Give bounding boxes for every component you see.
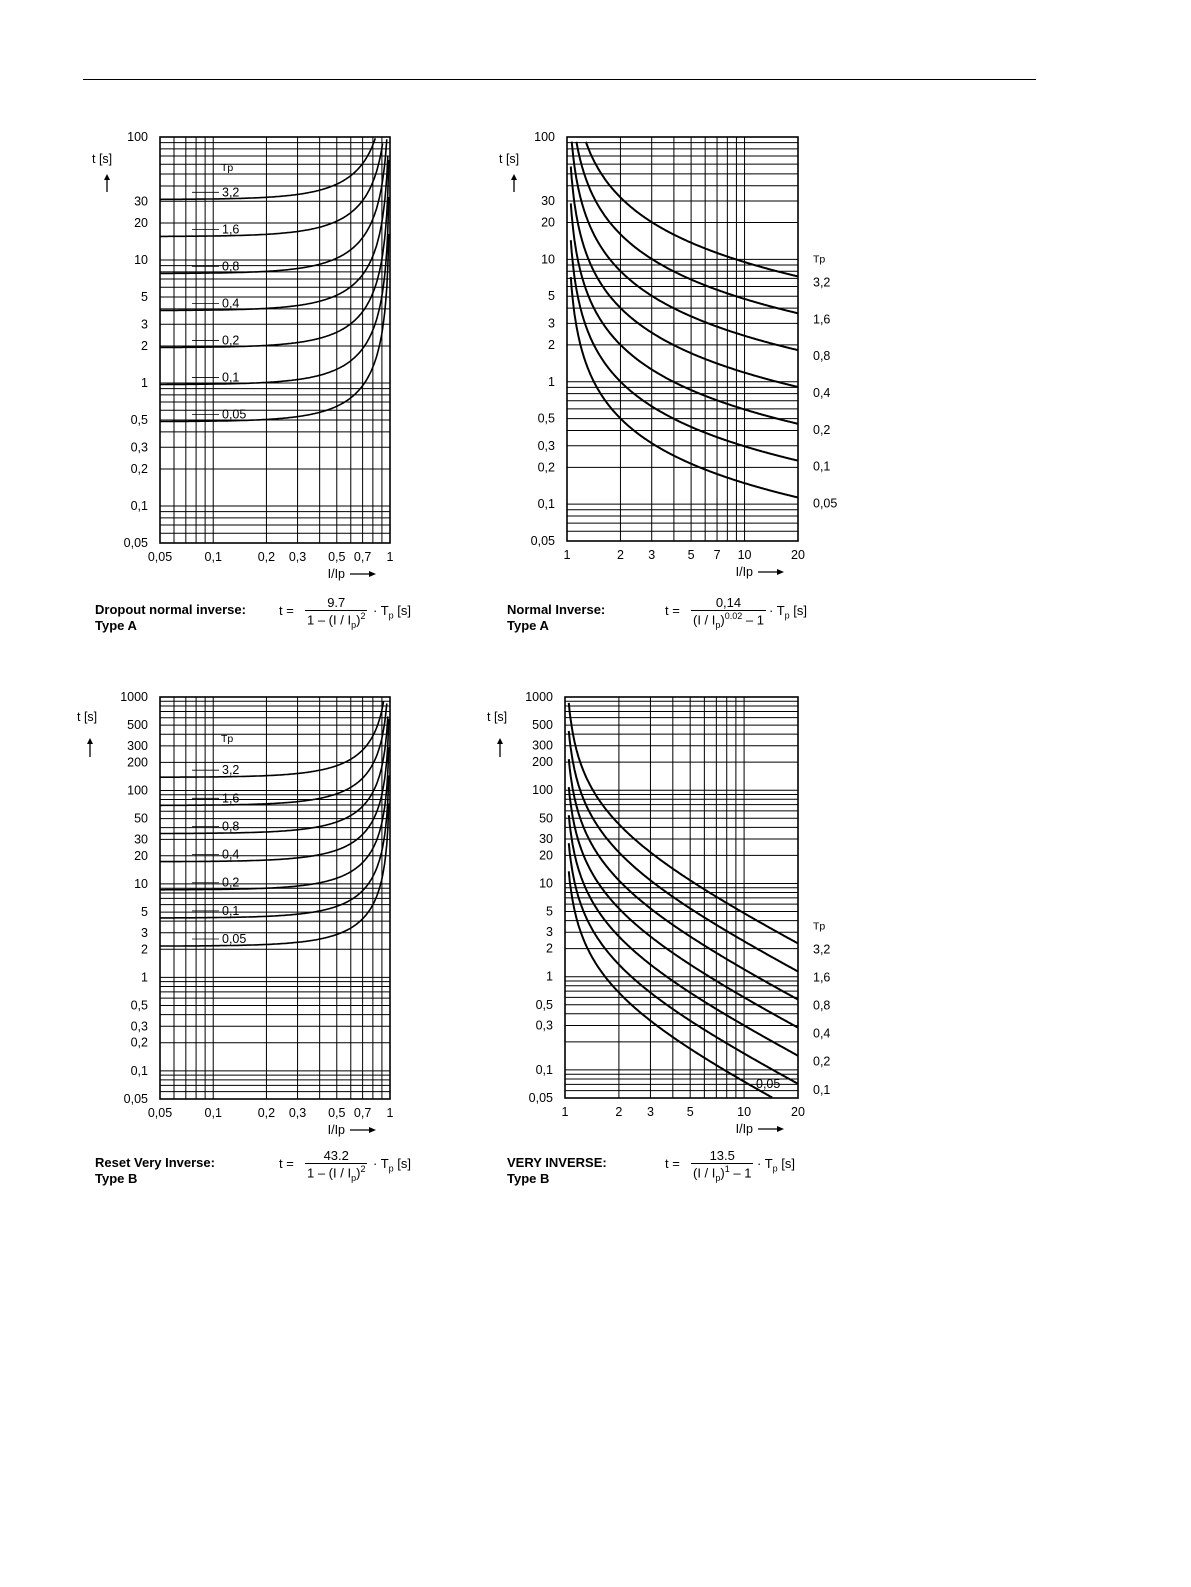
- y-axis-label: t [s]: [77, 710, 98, 724]
- grid: [565, 697, 798, 1098]
- tp-label: 3,2: [813, 942, 831, 957]
- y-tick-label: 0,3: [535, 1018, 553, 1033]
- x-tick-label: 1: [386, 550, 394, 564]
- plot-frame: [160, 137, 390, 543]
- y-tick-label: 0,05: [528, 1091, 553, 1105]
- tp-label: 0,1: [222, 370, 240, 385]
- y-tick-label: 0,1: [537, 497, 555, 512]
- caption-reset-very-inverse: [95, 1155, 215, 1187]
- y-tick-label: 0,2: [130, 1035, 148, 1050]
- tp-label: 0,4: [222, 296, 240, 311]
- x-tick-label: 1: [386, 1106, 394, 1120]
- y-tick-label: 2: [141, 942, 148, 957]
- x-tick-label: 0,5: [328, 550, 346, 564]
- y-tick-label: 0,5: [130, 413, 148, 428]
- formula-tail: · $T_p$ [s]: [373, 1156, 412, 1174]
- x-tick-label: 0,5: [328, 1106, 346, 1120]
- y-tick-label: 0,3: [130, 1019, 148, 1034]
- tp-title: Tp: [813, 253, 826, 266]
- curve-tp-3-2: [160, 138, 375, 199]
- curve-tp-0-1: [160, 775, 389, 918]
- formula-lhs: t =: [279, 1156, 294, 1171]
- y-tick-label: 30: [541, 193, 555, 208]
- grid: [567, 137, 798, 541]
- formula-numerator: 13.5: [709, 1148, 735, 1163]
- y-tick-label: 0,1: [535, 1062, 553, 1077]
- caption-title: VERY INVERSE:: [507, 1155, 607, 1170]
- y-tick-label: 2: [546, 941, 553, 956]
- y-tick-label: 10: [134, 876, 148, 891]
- y-tick-label: 0,05: [123, 536, 148, 550]
- formula-numerator: 9.7: [327, 595, 346, 610]
- y-tick-label: 20: [539, 848, 553, 863]
- y-tick-label: 0,5: [535, 997, 553, 1012]
- y-tick-label: 100: [532, 783, 553, 798]
- y-tick-label: 200: [127, 755, 148, 770]
- formula-denominator: $1 - (I / I_p)^2$: [307, 611, 366, 630]
- curves: [160, 138, 389, 421]
- y-tick-label: 100: [534, 130, 555, 144]
- x-tick-label: 0,05: [147, 550, 173, 564]
- y-tick-label: 2: [141, 338, 148, 353]
- y-tick-label: 300: [127, 738, 148, 753]
- tp-label: 0,05: [222, 932, 247, 947]
- x-axis-label: I/Ip: [327, 567, 345, 581]
- curve-tp-3-2: [569, 703, 798, 944]
- y-tick-label: 1000: [120, 690, 148, 704]
- x-axis-label: I/Ip: [735, 1122, 753, 1136]
- formula-very-inverse: [665, 1148, 815, 1188]
- tp-label: 0,2: [222, 333, 240, 348]
- x-tick-label: 3: [646, 1105, 654, 1119]
- caption-title: Normal Inverse:: [507, 602, 606, 617]
- y-tick-label: 30: [539, 831, 553, 846]
- x-tick-label: 0,7: [353, 550, 372, 564]
- y-axis-arrowhead: [511, 174, 517, 180]
- tp-label: 0,4: [813, 1026, 831, 1041]
- y-tick-label: 1: [141, 970, 148, 985]
- tp-label: 1,6: [222, 222, 240, 237]
- chart-svg: [480, 683, 850, 1143]
- caption-very-inverse: [507, 1155, 607, 1187]
- formula-tail: · $T_p$ [s]: [373, 603, 412, 621]
- tp-inner-label: 0,05: [756, 1077, 781, 1091]
- curve-tp-0-1: [569, 843, 798, 1084]
- grid: [160, 697, 390, 1099]
- y-tick-label: 0,1: [130, 498, 148, 513]
- x-tick-label: 0,3: [288, 550, 307, 564]
- x-axis-label: I/Ip: [735, 565, 753, 579]
- y-tick-label: 20: [541, 215, 555, 230]
- tp-label: 0,1: [222, 903, 240, 918]
- tp-label: 0,05: [813, 496, 838, 511]
- x-tick-label: 0,7: [353, 1106, 372, 1120]
- x-axis-label: I/Ip: [327, 1123, 345, 1137]
- chart-very-inverse: [480, 683, 850, 1143]
- formula-dropout-normal-inverse: [279, 595, 429, 635]
- formula-fraction: [691, 1148, 753, 1183]
- x-tick-label: 0,2: [257, 1106, 276, 1120]
- x-tick-label: 20: [791, 1105, 805, 1119]
- x-axis-arrowhead: [777, 569, 784, 575]
- y-tick-label: 30: [134, 832, 148, 847]
- y-tick-label: 0,3: [537, 438, 555, 453]
- y-tick-label: 0,2: [537, 460, 555, 475]
- y-tick-label: 5: [546, 904, 553, 919]
- y-tick-label: 3: [548, 316, 555, 331]
- y-axis-arrowhead: [87, 738, 93, 744]
- formula-fraction: [691, 595, 766, 630]
- curve-tp-0-05: [569, 871, 772, 1097]
- y-tick-label: 50: [539, 811, 553, 826]
- x-tick-label: 20: [791, 548, 805, 562]
- formula-tail: · $T_p$ [s]: [757, 1156, 796, 1174]
- tp-label: 0,8: [222, 819, 240, 834]
- x-tick-label: 0,05: [147, 1106, 173, 1120]
- y-tick-label: 20: [134, 215, 148, 230]
- chart-reset-very-inverse: [77, 683, 430, 1143]
- curve-tp-0-2: [160, 160, 389, 348]
- tp-label: 0,2: [813, 422, 831, 437]
- formula-lhs: t =: [665, 603, 680, 618]
- y-tick-label: 1000: [525, 690, 553, 704]
- y-tick-label: 5: [141, 290, 148, 305]
- y-tick-label: 200: [532, 755, 553, 770]
- formula-fraction: [305, 595, 367, 630]
- y-tick-label: 10: [134, 252, 148, 267]
- x-tick-label: 10: [737, 548, 752, 562]
- caption-type: Type A: [507, 618, 549, 633]
- x-tick-label: 2: [615, 1105, 623, 1119]
- curve-tp-0-2: [569, 815, 798, 1055]
- formula-numerator: 43.2: [323, 1148, 349, 1163]
- formula-numerator: 0,14: [715, 595, 742, 610]
- formula-fraction: [305, 1148, 367, 1183]
- y-tick-label: 20: [134, 848, 148, 863]
- y-tick-label: 100: [127, 783, 148, 798]
- chart-svg: [495, 125, 850, 585]
- curve-tp-0-8: [572, 142, 798, 351]
- curve-tp-0-8: [160, 139, 387, 273]
- x-tick-label: 1: [563, 548, 571, 562]
- chart-svg: [77, 683, 430, 1143]
- y-axis-arrowhead: [104, 174, 110, 180]
- x-tick-label: 5: [686, 1105, 694, 1119]
- y-tick-label: 1: [548, 374, 555, 389]
- y-axis-arrowhead: [497, 738, 503, 744]
- y-tick-label: 10: [539, 876, 553, 891]
- formula-denominator: $1 - (I / I_p)^2$: [307, 1164, 366, 1183]
- x-axis-arrowhead: [777, 1126, 784, 1132]
- x-tick-label: 3: [648, 548, 656, 562]
- y-tick-label: 0,2: [130, 461, 148, 476]
- x-tick-label: 1: [561, 1105, 569, 1119]
- curve-tp-0-8: [569, 759, 798, 1000]
- tp-title: Tp: [813, 920, 826, 933]
- y-tick-label: 5: [548, 289, 555, 304]
- y-tick-label: 3: [546, 925, 553, 940]
- y-tick-label: 10: [541, 252, 555, 267]
- y-axis-label: t [s]: [92, 152, 113, 166]
- curve-tp-1-6: [569, 731, 798, 972]
- curve-tp-1-6: [160, 144, 383, 237]
- formula-reset-very-inverse: [279, 1148, 429, 1188]
- tp-label: 3,2: [222, 763, 240, 778]
- y-tick-label: 500: [532, 718, 553, 733]
- y-tick-label: 3: [141, 925, 148, 940]
- x-tick-label: 2: [616, 548, 624, 562]
- chart-normal-inverse: [495, 125, 850, 585]
- tp-label: 0,1: [813, 459, 831, 474]
- y-tick-label: 0,1: [130, 1063, 148, 1078]
- formula-tail: · $T_p$ [s]: [769, 603, 808, 621]
- y-axis-label: t [s]: [487, 710, 508, 724]
- chart-dropout-normal-inverse: [85, 125, 430, 585]
- formula-lhs: t =: [279, 603, 294, 618]
- tp-label: 0,4: [222, 847, 240, 862]
- y-tick-label: 0,05: [530, 534, 555, 548]
- y-tick-label: 1: [546, 969, 553, 984]
- tp-label: 0,05: [222, 407, 247, 422]
- tp-title: Tp: [221, 733, 234, 745]
- curve-tp-3-2: [586, 142, 798, 277]
- x-tick-label: 10: [737, 1105, 752, 1119]
- caption-type: Type B: [507, 1171, 550, 1186]
- plot-frame: [567, 137, 798, 541]
- curve-tp-0-1: [160, 197, 389, 385]
- y-tick-label: 50: [134, 811, 148, 826]
- x-tick-label: 0,1: [204, 550, 222, 564]
- caption-dropout-normal-inverse: [95, 602, 246, 634]
- formula-normal-inverse: [665, 595, 835, 635]
- x-tick-label: 0,2: [257, 550, 276, 564]
- grid: [160, 137, 390, 543]
- formula-denominator: $(I / I_p)^{0.02} - 1$: [693, 611, 764, 630]
- x-tick-label: 7: [713, 548, 721, 562]
- y-tick-label: 30: [134, 194, 148, 209]
- y-tick-label: 0,5: [130, 998, 148, 1013]
- caption-type: Type B: [95, 1171, 138, 1186]
- header-rule: [83, 79, 1036, 80]
- y-tick-label: 3: [141, 317, 148, 332]
- chart-svg: [85, 125, 430, 585]
- tp-label: 3,2: [813, 275, 831, 290]
- tp-label: 0,2: [813, 1054, 831, 1069]
- curves: [160, 701, 389, 946]
- tp-label: 0,8: [222, 259, 240, 274]
- caption-normal-inverse: [507, 602, 605, 634]
- tp-label: 1,6: [222, 791, 240, 806]
- tp-label: 1,6: [813, 970, 831, 985]
- curve-tp-0-05: [160, 234, 389, 422]
- caption-title: Reset Very Inverse:: [95, 1155, 215, 1170]
- tp-label: 1,6: [813, 312, 831, 327]
- x-tick-label: 5: [687, 548, 695, 562]
- curve-tp-0-05: [160, 804, 389, 947]
- y-tick-label: 1: [141, 375, 148, 390]
- tp-title: Tp: [221, 162, 234, 174]
- y-tick-label: 5: [141, 905, 148, 920]
- y-tick-label: 300: [532, 738, 553, 753]
- tp-label: 0,2: [222, 875, 240, 890]
- tp-label: 0,4: [813, 385, 831, 400]
- caption-title: Dropout normal inverse:: [95, 602, 246, 617]
- y-tick-label: 0,05: [123, 1092, 148, 1106]
- y-axis-label: t [s]: [499, 152, 520, 166]
- curves: [571, 142, 798, 498]
- formula-lhs: t =: [665, 1156, 680, 1171]
- y-tick-label: 0,5: [537, 411, 555, 426]
- y-tick-label: 0,3: [130, 440, 148, 455]
- tp-label: 0,8: [813, 998, 831, 1013]
- tp-label: 0,1: [813, 1082, 831, 1097]
- tp-label: 0,8: [813, 349, 831, 364]
- y-tick-label: 500: [127, 718, 148, 733]
- curve-tp-3-2: [160, 701, 384, 777]
- y-tick-label: 2: [548, 337, 555, 352]
- tp-label: 3,2: [222, 185, 240, 200]
- formula-denominator: $(I / I_p)^1 - 1$: [693, 1164, 752, 1183]
- caption-type: Type A: [95, 618, 137, 633]
- x-tick-label: 0,3: [288, 1106, 307, 1120]
- x-axis-arrowhead: [369, 1127, 376, 1133]
- y-tick-label: 100: [127, 130, 148, 144]
- x-axis-arrowhead: [369, 571, 376, 577]
- curve-tp-1-6: [576, 142, 798, 313]
- x-tick-label: 0,1: [204, 1106, 222, 1120]
